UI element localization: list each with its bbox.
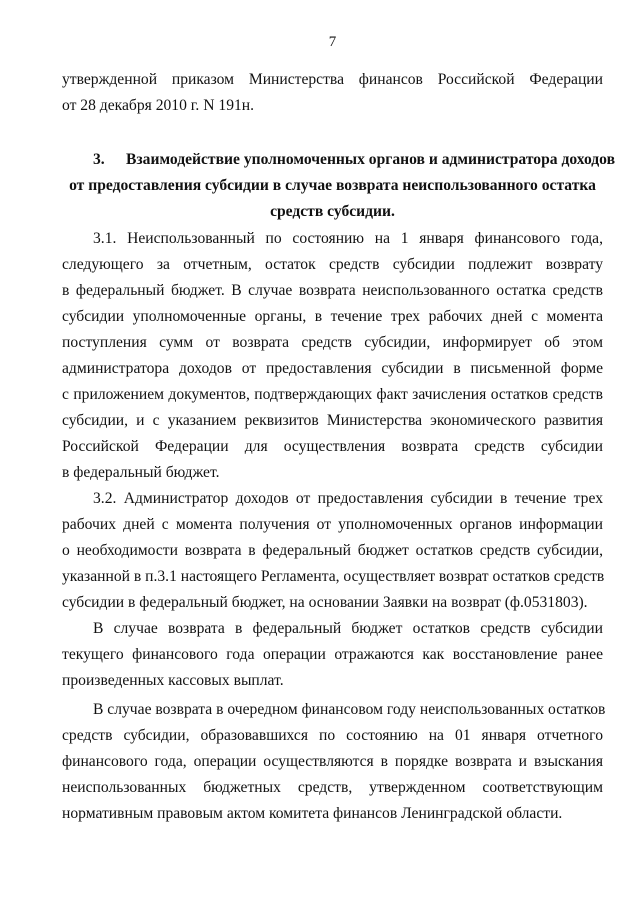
paragraph-3-1-line: в федеральный бюджет. В случае возврата неиспользованного остатка средств	[62, 282, 603, 299]
paragraph-3-2-line: рабочих дней с момента получения от уполномоченных органов информации	[62, 516, 603, 533]
section-title-line: Взаимодействие уполномоченных органов и администратора доходов	[126, 151, 616, 168]
paragraph-3-1-line: с приложением документов, подтверждающих факт зачисления остатков средств	[62, 386, 603, 403]
intro-line: от 28 декабря 2010 г. N 191н.	[62, 97, 255, 114]
paragraph-3-1-line: поступления сумм от возврата средств субсидии, информирует об этом	[62, 334, 603, 351]
paragraph-3-1-line: следующего за отчетным, остаток средств субсидии подлежит возврату	[62, 256, 603, 273]
paragraph-3-1-line: субсидии уполномоченные органы, в течение трех рабочих дней с момента	[62, 308, 603, 325]
paragraph-3-3-line: текущего финансового года операции отражаются как восстановление ранее	[62, 646, 603, 663]
page-number: 7	[328, 34, 337, 50]
paragraph-3-4-line: средств субсидии, образовавшихся по состоянию на 01 января отчетного	[62, 727, 603, 744]
section-number: 3.	[93, 151, 105, 168]
paragraph-3-1-line: в федеральный бюджет.	[62, 464, 220, 481]
paragraph-3-3-line: произведенных кассовых выплат.	[62, 672, 284, 689]
paragraph-3-2-line: субсидии в федеральный бюджет, на основании Заявки на возврат (ф.0531803).	[62, 594, 588, 611]
paragraph-3-2-line: указанной в п.3.1 настоящего Регламента, осуществляет возврат остатков средств	[62, 568, 605, 585]
paragraph-3-4-line: неиспользованных бюджетных средств, утвержденном соответствующим	[62, 779, 603, 796]
paragraph-3-4-line: нормативным правовым актом комитета финансов Ленинградской области.	[62, 805, 563, 822]
intro-line: утвержденной приказом Министерства финансов Российской Федерации	[62, 71, 603, 88]
paragraph-3-1-line: администратора доходов от предоставления субсидии в письменной форме	[62, 360, 603, 377]
paragraph-3-1-line: Российской Федерации для осуществления возврата средств субсидии	[62, 438, 603, 455]
paragraph-3-3-line: В случае возврата в федеральный бюджет остатков средств субсидии	[93, 620, 603, 637]
paragraph-3-4-line: В случае возврата в очередном финансовом году неиспользованных остатков	[93, 701, 606, 718]
paragraph-3-2-line: 3.2. Администратор доходов от предоставления субсидии в течение трех	[93, 490, 603, 507]
section-title-line: от предоставления субсидии в случае возврата неиспользованного остатка	[69, 177, 596, 194]
paragraph-3-1-line: субсидии, и с указанием реквизитов Министерства экономического развития	[62, 412, 603, 429]
paragraph-3-4-line: финансового года, операции осуществляются в порядке возврата и взыскания	[62, 753, 603, 770]
paragraph-3-1-line: 3.1. Неиспользованный по состоянию на 1 января финансового года,	[93, 230, 603, 247]
section-title-line: средств субсидии.	[270, 203, 395, 220]
paragraph-3-2-line: о необходимости возврата в федеральный бюджет остатков средств субсидии,	[62, 542, 603, 559]
